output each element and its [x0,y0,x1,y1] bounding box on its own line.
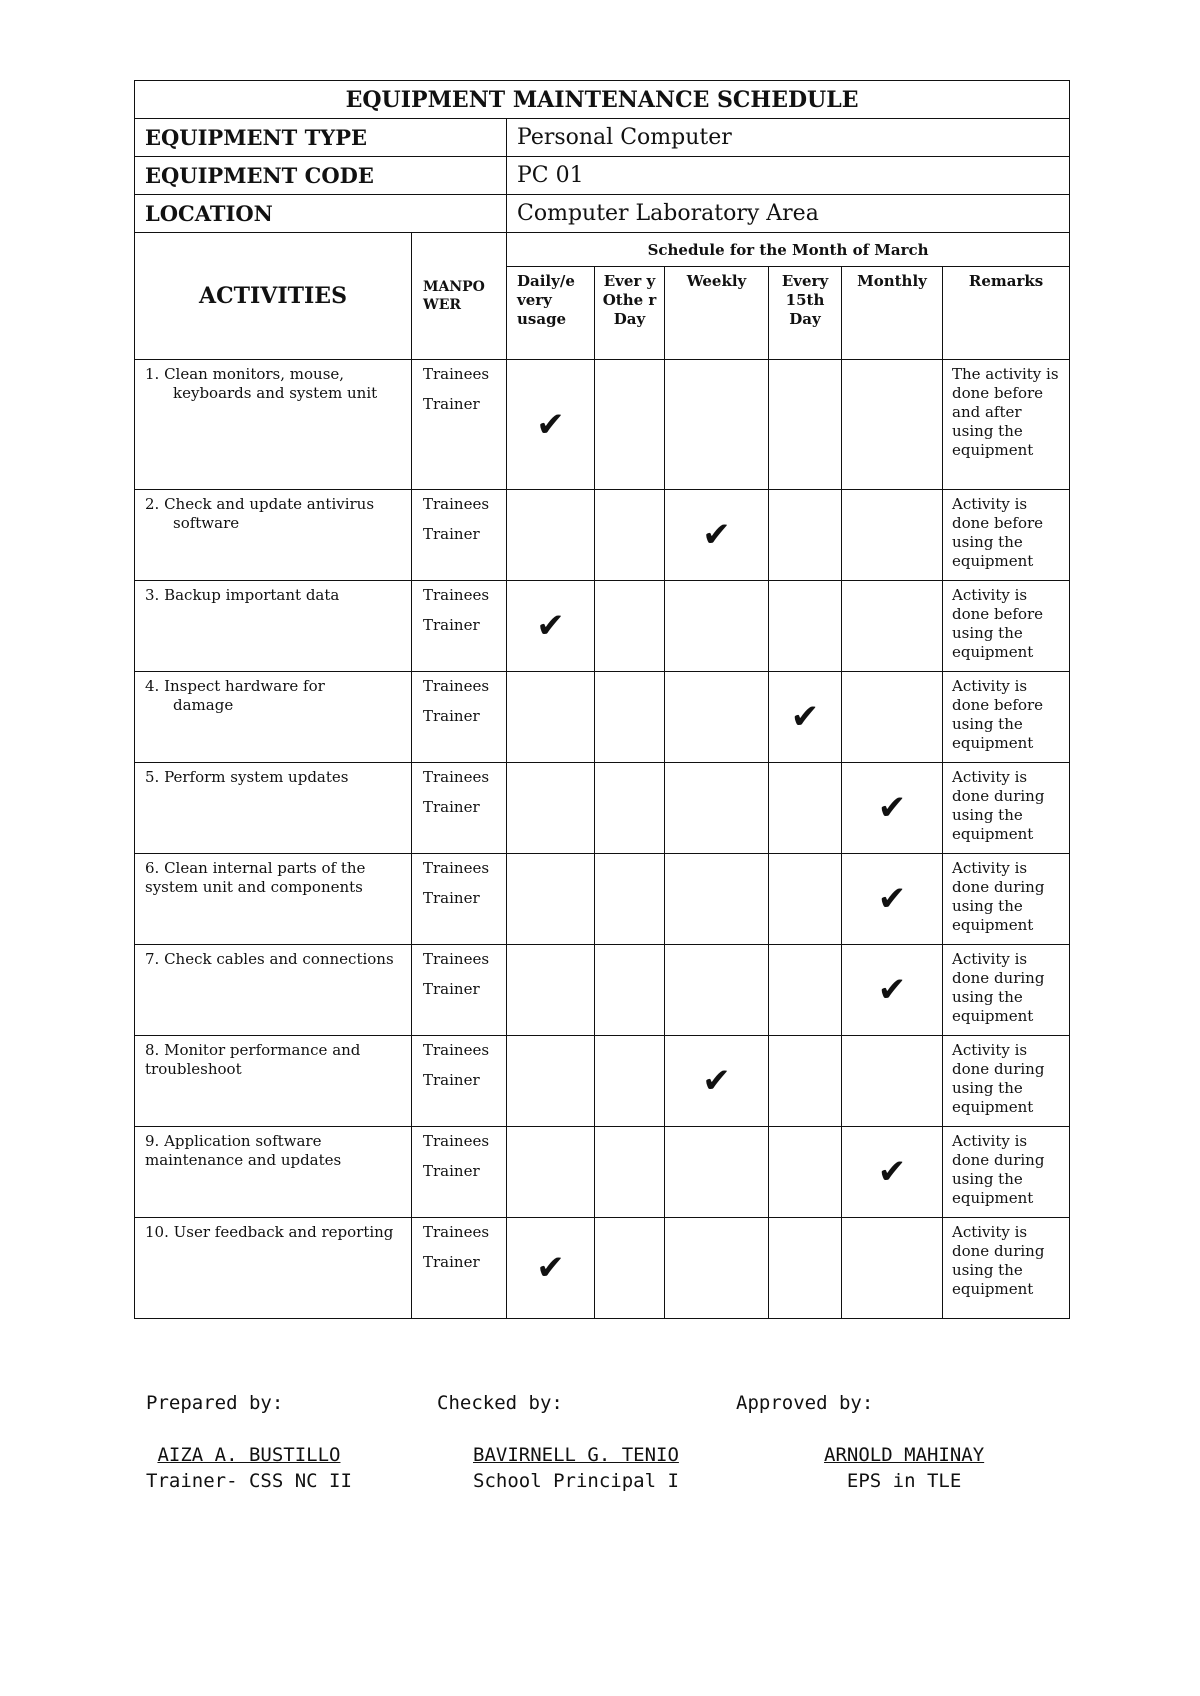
manpower-cell [412,581,507,672]
col-header-every-other-day: Ever y Othe r Day [595,267,665,360]
checkmark-icon: ✔ [877,879,907,919]
activity-text-continued: software [173,514,240,532]
remarks-cell: Activity is done before using the equipment [943,490,1070,581]
freq-cell-daily [507,360,595,490]
col-header-weekly: Weekly [665,267,769,360]
location-label: LOCATION [135,195,507,233]
manpower-trainees: Trainees [423,495,490,513]
freq-cell-weekly [665,945,769,1036]
freq-cell-daily [507,1218,595,1319]
remarks-cell: Activity is done during using the equipment [943,763,1070,854]
freq-cell-weekly [665,1218,769,1319]
maintenance-schedule-table [134,80,1070,1319]
activity-cell [135,1127,412,1218]
freq-cell-daily [507,763,595,854]
manpower-cell [412,672,507,763]
activity-cell [135,945,412,1036]
remarks-cell: Activity is done during using the equipment [943,1127,1070,1218]
schedule-month-header: Schedule for the Month of March [507,233,1070,267]
checkmark-icon: ✔ [536,1248,565,1288]
table-row [135,490,1070,581]
freq-cell-every-other-day [595,763,665,854]
freq-cell-daily [507,490,595,581]
approved-by-role: EPS in TLE [846,1470,962,1492]
table-row [135,854,1070,945]
activity-text: 8. Monitor performance and troubleshoot [145,1041,361,1078]
freq-cell-every-other-day [595,581,665,672]
equipment-type-label: EQUIPMENT TYPE [135,119,507,157]
freq-cell-every-15th-day [769,581,842,672]
activity-cell [135,672,412,763]
activity-cell [135,490,412,581]
activity-cell [135,1218,412,1319]
activity-cell [135,763,412,854]
signature-approved [736,1390,984,1494]
manpower-trainees: Trainees [423,1223,490,1241]
equipment-code-value: PC 01 [507,157,1070,195]
freq-cell-every-15th-day [769,854,842,945]
freq-cell-weekly [665,360,769,490]
manpower-trainees: Trainees [423,768,490,786]
activity-text: 1. Clean monitors, mouse, [145,365,345,383]
manpower-trainer: Trainer [423,616,480,634]
checked-by-name: BAVIRNELL G. TENIO [473,1444,679,1466]
freq-cell-weekly [665,490,769,581]
freq-cell-weekly [665,763,769,854]
freq-cell-every-15th-day [769,1036,842,1127]
manpower-trainer: Trainer [423,395,480,413]
prepared-by-role: Trainer- CSS NC II [146,1470,352,1492]
freq-cell-daily [507,945,595,1036]
table-row [135,1218,1070,1319]
prepared-by-name: AIZA A. BUSTILLO [157,1444,341,1466]
activity-cell [135,360,412,490]
remarks-cell: Activity is done during using the equipment [943,945,1070,1036]
activity-cell [135,581,412,672]
activity-text: 2. Check and update antivirus [145,495,375,513]
signature-checked [437,1390,679,1494]
freq-cell-monthly [842,360,943,490]
freq-cell-every-15th-day [769,945,842,1036]
manpower-trainees: Trainees [423,859,490,877]
freq-cell-monthly [842,1218,943,1319]
freq-cell-every-15th-day [769,672,842,763]
freq-cell-weekly [665,672,769,763]
freq-cell-every-other-day [595,1218,665,1319]
col-header-daily: Daily/e very usage [507,267,595,360]
table-row [135,581,1070,672]
col-header-monthly: Monthly [842,267,943,360]
freq-cell-monthly [842,1036,943,1127]
manpower-cell [412,1127,507,1218]
manpower-trainer: Trainer [423,525,480,543]
manpower-trainees: Trainees [423,677,490,695]
equipment-type-value: Personal Computer [507,119,1070,157]
freq-cell-monthly [842,1127,943,1218]
equipment-code-label: EQUIPMENT CODE [135,157,507,195]
remarks-cell: The activity is done before and after using the equipment [943,360,1070,490]
col-header-remarks: Remarks [943,267,1070,360]
freq-cell-every-other-day [595,672,665,763]
freq-cell-every-other-day [595,490,665,581]
table-row [135,1127,1070,1218]
checkmark-icon: ✔ [702,515,731,555]
manpower-trainees: Trainees [423,1132,490,1150]
freq-cell-monthly [842,581,943,672]
manpower-cell [412,360,507,490]
location-value: Computer Laboratory Area [507,195,1070,233]
freq-cell-weekly [665,581,769,672]
signature-prepared [146,1390,352,1494]
manpower-trainer: Trainer [423,798,480,816]
manpower-trainees: Trainees [423,1041,490,1059]
checkmark-icon: ✔ [877,788,907,828]
freq-cell-daily [507,1036,595,1127]
manpower-trainees: Trainees [423,365,490,383]
freq-cell-every-15th-day [769,360,842,490]
manpower-trainer: Trainer [423,889,480,907]
manpower-trainer: Trainer [423,1071,480,1089]
checkmark-icon: ✔ [702,1061,731,1101]
activity-text: 6. Clean internal parts of the system unit and components [145,859,366,896]
table-row [135,1036,1070,1127]
approved-by-name: ARNOLD MAHINAY [824,1444,985,1466]
freq-cell-every-15th-day [769,1127,842,1218]
activity-text: 9. Application software maintenance and updates [145,1132,342,1169]
freq-cell-daily [507,581,595,672]
table-row [135,945,1070,1036]
col-header-every-15th-day: Every 15th Day [769,267,842,360]
remarks-cell: Activity is done during using the equipment [943,1218,1070,1319]
freq-cell-weekly [665,854,769,945]
remarks-cell: Activity is done before using the equipment [943,672,1070,763]
checkmark-icon: ✔ [536,606,565,646]
manpower-trainer: Trainer [423,1253,480,1271]
remarks-cell: Activity is done before using the equipment [943,581,1070,672]
freq-cell-monthly [842,945,943,1036]
freq-cell-every-other-day [595,1036,665,1127]
manpower-cell [412,945,507,1036]
prepared-by-label: Prepared by: [146,1392,284,1414]
manpower-cell [412,1218,507,1319]
table-row [135,763,1070,854]
activity-text-continued: damage [173,696,234,714]
freq-cell-monthly [842,490,943,581]
checkmark-icon: ✔ [877,1152,907,1192]
freq-cell-every-other-day [595,1127,665,1218]
activities-header: ACTIVITIES [135,233,412,360]
manpower-cell [412,490,507,581]
activity-text: 10. User feedback and reporting [145,1223,394,1241]
activity-cell [135,1036,412,1127]
manpower-trainer: Trainer [423,980,480,998]
freq-cell-monthly [842,854,943,945]
manpower-trainer: Trainer [423,707,480,725]
manpower-header: MANPO WER [412,233,507,360]
remarks-cell: Activity is done during using the equipment [943,1036,1070,1127]
freq-cell-every-other-day [595,854,665,945]
freq-cell-every-15th-day [769,1218,842,1319]
remarks-cell: Activity is done during using the equipment [943,854,1070,945]
freq-cell-weekly [665,1127,769,1218]
freq-cell-daily [507,854,595,945]
manpower-trainer: Trainer [423,1162,480,1180]
activity-text: 5. Perform system updates [145,768,349,786]
manpower-cell [412,763,507,854]
manpower-trainees: Trainees [423,586,490,604]
checkmark-icon: ✔ [877,970,907,1010]
freq-cell-every-other-day [595,945,665,1036]
manpower-cell [412,854,507,945]
schedule-title: EQUIPMENT MAINTENANCE SCHEDULE [135,81,1070,119]
checkmark-icon: ✔ [790,697,820,737]
freq-cell-every-other-day [595,360,665,490]
freq-cell-daily [507,1127,595,1218]
checked-by-role: School Principal I [473,1470,679,1492]
checkmark-icon: ✔ [536,404,565,445]
manpower-cell [412,1036,507,1127]
table-row [135,360,1070,490]
freq-cell-monthly [842,672,943,763]
activity-text-continued: keyboards and system unit [173,384,378,402]
freq-cell-every-15th-day [769,490,842,581]
approved-by-label: Approved by: [736,1392,874,1414]
activity-text: 4. Inspect hardware for [145,677,325,695]
freq-cell-weekly [665,1036,769,1127]
activity-text: 3. Backup important data [145,586,340,604]
table-row [135,672,1070,763]
manpower-trainees: Trainees [423,950,490,968]
activity-cell [135,854,412,945]
freq-cell-daily [507,672,595,763]
activity-text: 7. Check cables and connections [145,950,394,968]
checked-by-label: Checked by: [437,1392,563,1414]
freq-cell-every-15th-day [769,763,842,854]
freq-cell-monthly [842,763,943,854]
